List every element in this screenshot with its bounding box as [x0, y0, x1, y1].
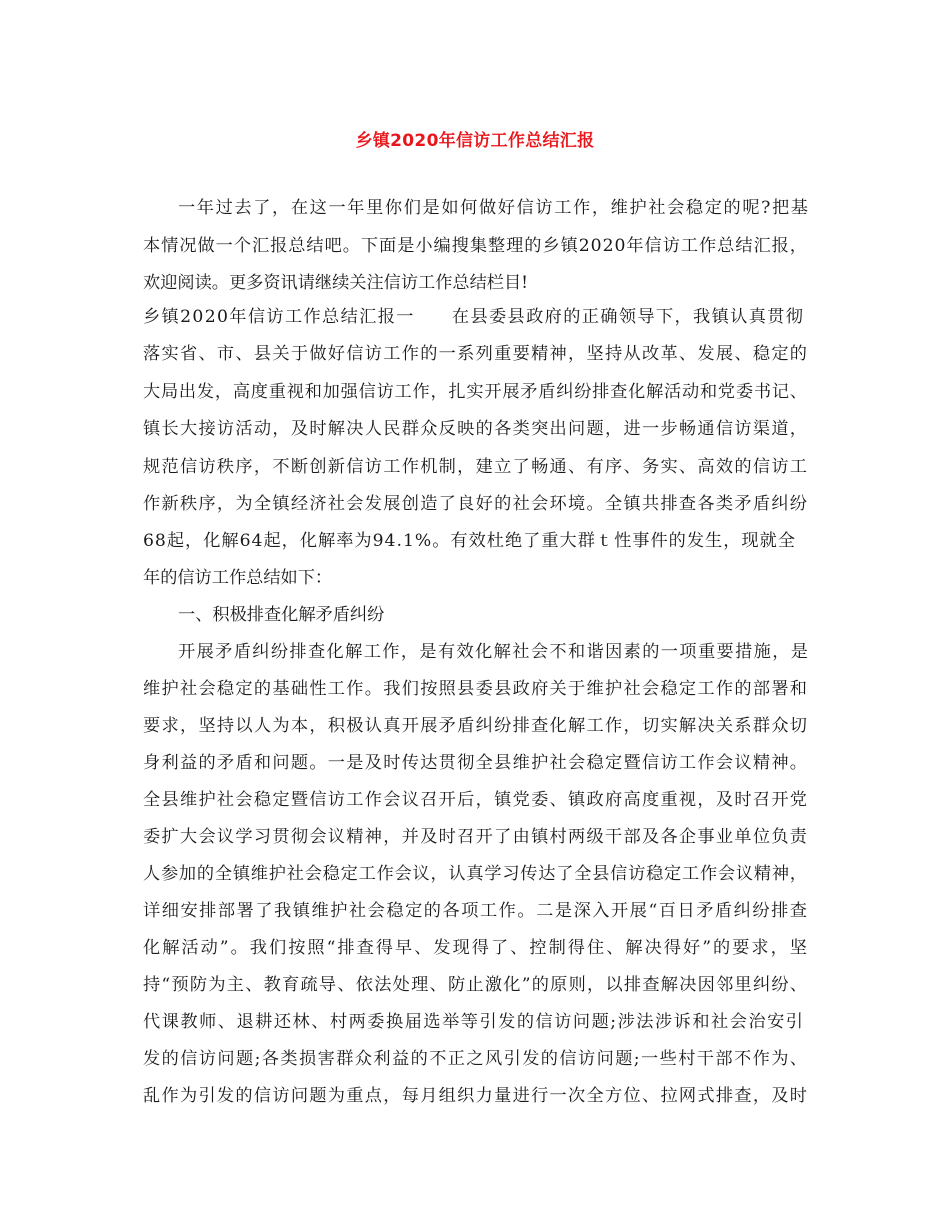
text-line-19: 人参加的全镇维护社会稳定工作会议，认真学习传达了全县信访稳定工作会议精神， [143, 864, 808, 884]
text-line-3: 欢迎阅读。更多资讯请继续关注信访工作总结栏目! [143, 273, 529, 293]
text-line-15: 要求，坚持以人为本，积极认真开展矛盾纠纷排查化解工作，切实解决关系群众切 [143, 716, 809, 736]
text-line-25: 乱作为引发的信访问题为重点，每月组织力量进行一次全方位、拉网式排查，及时 [143, 1086, 809, 1106]
text-line-18: 委扩大会议学习贯彻会议精神，并及时召开了由镇村两级干部及各企事业单位负责 [143, 827, 809, 847]
text-line-9: 作新秩序，为全镇经济社会发展创造了良好的社会环境。全镇共排查各类矛盾纠纷 [143, 494, 809, 514]
text-line-4: 乡镇2020年信访工作总结汇报一 在县委县政府的正确领导下，我镇认真贯彻 [143, 307, 805, 327]
section-heading-1: 一、积极排查化解矛盾纠纷 [178, 605, 385, 625]
text-line-23: 代课教师、退耕还林、村两委换届选举等引发的信访问题;涉法涉诉和社会治安引 [143, 1012, 805, 1032]
text-line-13: 开展矛盾纠纷排查化解工作，是有效化解社会不和谐因素的一项重要措施，是 [178, 642, 810, 662]
text-line-14: 维护社会稳定的基础性工作。我们按照县委县政府关于维护社会稳定工作的部署和 [143, 679, 809, 699]
text-line-2: 本情况做一个汇报总结吧。下面是小编搜集整理的乡镇2020年信访工作总结汇报， [143, 236, 808, 256]
text-line-6: 大局出发，高度重视和加强信访工作，扎实开展矛盾纠纷排查化解活动和党委书记、 [143, 382, 808, 402]
text-line-21: 化解活动”。我们按照“排查得早、发现得了、控制得住、解决得好”的要求，坚 [143, 938, 810, 958]
text-line-22: 持“预防为主、教育疏导、依法处理、防止激化”的原则，以排查解决因邻里纠纷、 [143, 975, 809, 995]
text-line-8: 规范信访秩序，不断创新信访工作机制，建立了畅通、有序、务实、高效的信访工 [143, 457, 809, 477]
text-line-16: 身利益的矛盾和问题。一是及时传达贯彻全县维护社会稳定暨信访工作会议精神。 [143, 753, 809, 773]
text-line-24: 发的信访问题;各类损害群众利益的不正之风引发的信访问题;一些村干部不作为、 [143, 1049, 809, 1069]
text-line-10: 68起，化解64起，化解率为94.1%。有效杜绝了重大群ｔ性事件的发生，现就全 [143, 531, 796, 551]
text-line-20: 详细安排部署了我镇维护社会稳定的各项工作。二是深入开展“百日矛盾纠纷排查 [143, 901, 809, 921]
text-line-11: 年的信访工作总结如下： [143, 568, 333, 588]
text-line-1: 一年过去了，在这一年里你们是如何做好信访工作，维护社会稳定的呢?把基 [178, 198, 810, 218]
text-line-5: 落实省、市、县关于做好信访工作的一系列重要精神，坚持从改革、发展、稳定的 [143, 344, 809, 364]
text-line-7: 镇长大接访活动，及时解决人民群众反映的各类突出问题，进一步畅通信访渠道， [143, 419, 809, 439]
document-title: 乡镇2020年信访工作总结汇报 [355, 131, 595, 151]
text-line-17: 全县维护社会稳定暨信访工作会议召开后，镇党委、镇政府高度重视，及时召开党 [143, 790, 809, 810]
